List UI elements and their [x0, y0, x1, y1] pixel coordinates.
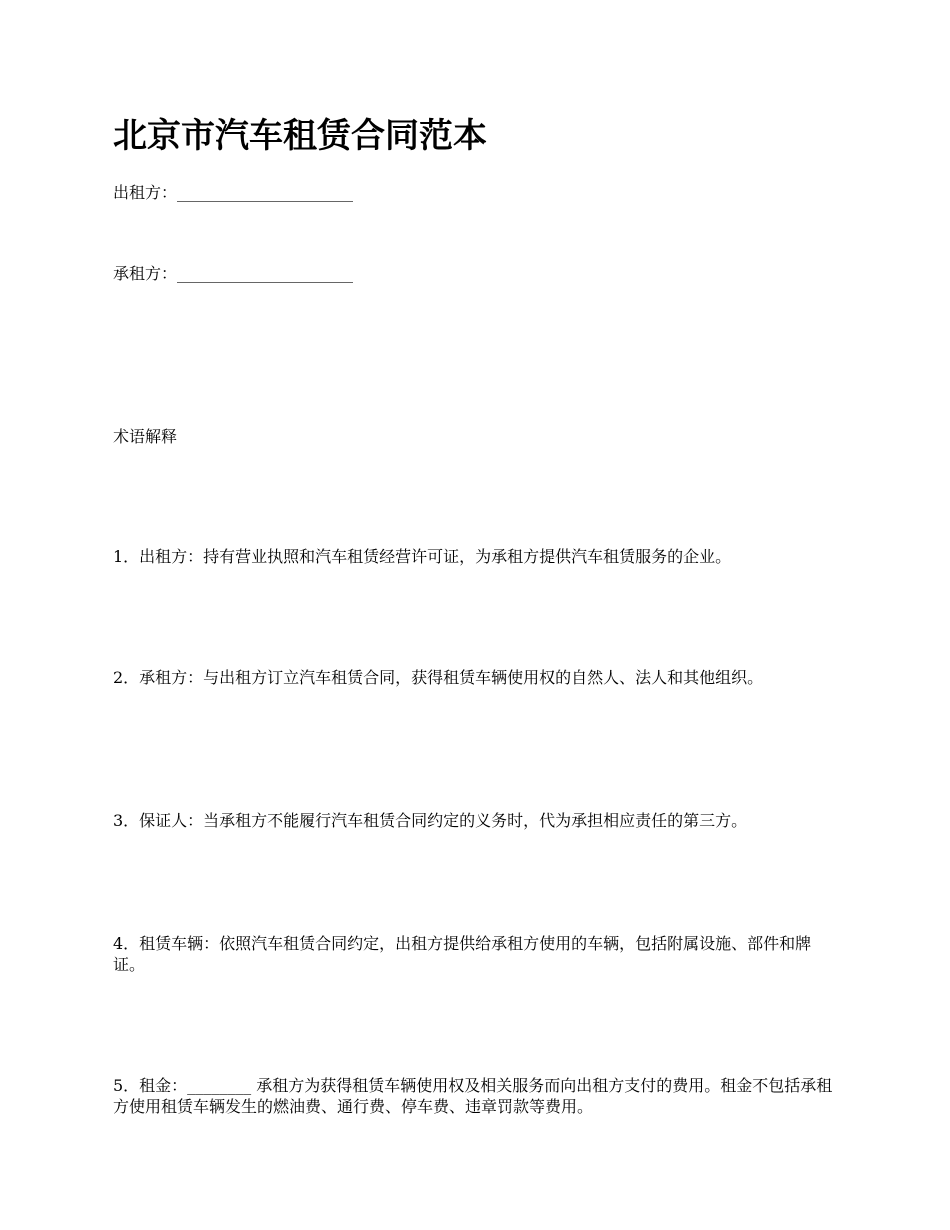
lessor-line: 出租方：______________________	[113, 183, 354, 202]
term-item-1: 1．出租方：持有营业执照和汽车租赁经营许可证，为承租方提供汽车租赁服务的企业。	[113, 547, 732, 566]
page-title: 北京市汽车租赁合同范本	[113, 116, 487, 156]
term-item-4: 4．租赁车辆：依照汽车租赁合同约定，出租方提供给承租方使用的车辆，包括附属设施、部件和牌证。	[113, 934, 812, 974]
term-item-2: 2．承租方：与出租方订立汽车租赁合同，获得租赁车辆使用权的自然人、法人和其他组织。	[113, 668, 764, 687]
section-heading: 术语解释	[113, 427, 178, 446]
term-item-5: 5．租金：________ 承租方为获得租赁车辆使用权及相关服务而向出租方支付的费用。租金不包括承租方使用租赁车辆发生的燃油费、通行费、停车费、违章罚款等费用。	[113, 1076, 833, 1116]
lessee-line: 承租方：______________________	[113, 264, 354, 283]
term-item-3: 3．保证人：当承租方不能履行汽车租赁合同约定的义务时，代为承担相应责任的第三方。	[113, 811, 748, 830]
